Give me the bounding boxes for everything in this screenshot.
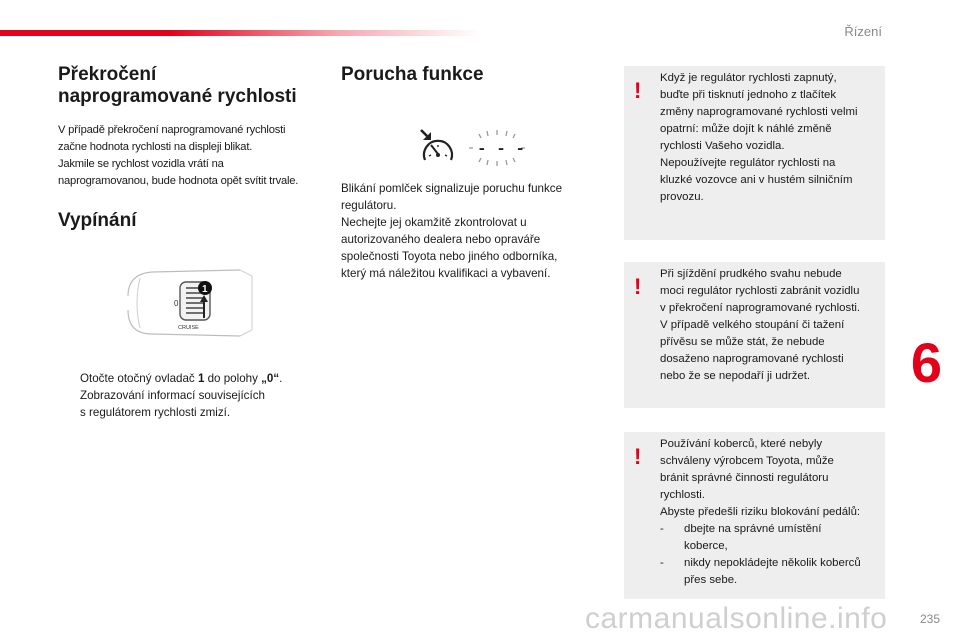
warning-box-downhill [624, 262, 885, 408]
step-control-number: 1 [197, 372, 205, 385]
warning-box-speed-change [624, 66, 885, 240]
page-number: 235 [919, 612, 940, 626]
watermark: carmanualsonline.info [585, 602, 888, 635]
fault-dashes: - - - [477, 140, 526, 158]
fault-text-line: regulátoru. [341, 199, 397, 212]
speedometer-icon [424, 141, 452, 160]
step-text: Otočte otočný ovladač [80, 372, 198, 385]
overspeed-heading [58, 64, 328, 108]
chapter-number: 6 [910, 331, 942, 394]
fault-text-line: Blikání pomlček signalizuje poruchu funkce [341, 182, 563, 195]
warning-text-line: Při sjíždění prudkého svahu nebude [660, 268, 842, 280]
overspeed-text-line: naprogramovanou, bude hodnota opět svítit trvale. [58, 175, 299, 187]
overspeed-title-line1: Překročení [58, 64, 157, 85]
fault-text-line: společnosti Toyota nebo jiného odborníka, [341, 250, 558, 263]
warning-text-line: opatrní: může dojít k náhlé změně [660, 123, 832, 135]
figure-callout-number: 1 [202, 284, 208, 295]
overspeed-section [58, 64, 328, 231]
list-item-text: přes sebe. [684, 574, 738, 586]
warning-text-line: bránit správné činnosti regulátoru [660, 472, 829, 484]
overspeed-text [58, 122, 328, 190]
list-item-text: nikdy nepokládejte několik koberců [684, 557, 861, 569]
fault-text-line: Nechejte jej okamžitě zkontrolovat u [341, 216, 527, 229]
list-item-text: dbejte na správné umístění [684, 523, 822, 535]
warning-text-line: provozu. [660, 191, 704, 203]
list-item-text: koberce, [684, 540, 728, 552]
warning-text-line: nebo že se nepodaří ji udržet. [660, 370, 811, 382]
warning-text-line: moci regulátor rychlosti zabránit vozidlu [660, 285, 860, 297]
figure-zero-label: 0 [174, 299, 179, 308]
overspeed-text-line: začne hodnota rychlosti na displeji blikat. [58, 141, 253, 153]
step-text: . [279, 372, 283, 385]
warning-text-line: dosaženo naprogramované rychlosti [660, 353, 844, 365]
header-accent-bar [0, 30, 480, 36]
list-dash: - [660, 557, 664, 569]
step-text: do polohy [204, 372, 262, 385]
step-text: s regulátorem rychlosti zmizí. [80, 406, 231, 419]
warning-text-line: buďte při tisknutí jednoho z tlačítek [660, 89, 837, 101]
fault-text [341, 180, 586, 282]
switch-off-heading: Vypínání [58, 210, 137, 231]
warning-exclamation-icon: ! [634, 444, 642, 469]
warning-text-line: rychlosti. [660, 489, 705, 501]
step-position: „0“ [261, 372, 280, 385]
switch-off-step [58, 370, 318, 421]
fault-text-line: autorizovaného dealera nebo opraváře [341, 233, 541, 246]
warning-text-line: Když je regulátor rychlosti zapnutý, [660, 72, 837, 84]
fault-section [341, 64, 591, 280]
fault-heading: Porucha funkce [341, 64, 484, 85]
warning-exclamation-icon: ! [634, 78, 642, 103]
warning-text-line: kluzké vozovce ani v hustém silničním [660, 174, 853, 186]
warning-text-line: schváleny výrobcem Toyota, může [660, 455, 834, 467]
step-text: Zobrazování informací souvisejících [80, 389, 265, 402]
warning-text-line: přívěsu se může stát, že nebude [660, 336, 825, 348]
warning-list-item [660, 555, 882, 589]
list-dash: - [660, 523, 664, 535]
overspeed-title-line2: naprogramované rychlosti [58, 86, 297, 107]
warning-text-line: rychlosti Vašeho vozidla. [660, 140, 785, 152]
warning-text-line: Nepoužívejte regulátor rychlosti na [660, 157, 836, 169]
warning-box-floor-mats [624, 432, 885, 599]
cruise-lever-illustration [120, 268, 260, 338]
overspeed-text-line: V případě překročení naprogramované rychlosti [58, 124, 286, 136]
warning-text-line: V případě velkého stoupání či tažení [660, 319, 845, 331]
warning-text-line: v překročení naprogramované rychlosti. [660, 302, 861, 314]
fault-text-line: který má náležitou kvalifikaci a vybavení. [341, 267, 551, 280]
figure-cruise-label: CRUISE [178, 325, 199, 331]
warning-exclamation-icon: ! [634, 274, 642, 299]
overspeed-text-line: Jakmile se rychlost vozidla vrátí na [58, 158, 224, 170]
warning-text-line: změny naprogramované rychlosti velmi [660, 106, 858, 118]
warning-text-line: Používání koberců, které nebyly [660, 438, 823, 450]
chapter-title: Řízení [844, 24, 882, 39]
warning-list-item [660, 521, 882, 555]
warning-text-line: Abyste předešli riziku blokování pedálů: [660, 506, 861, 518]
cruise-fault-display-illustration [415, 128, 530, 168]
